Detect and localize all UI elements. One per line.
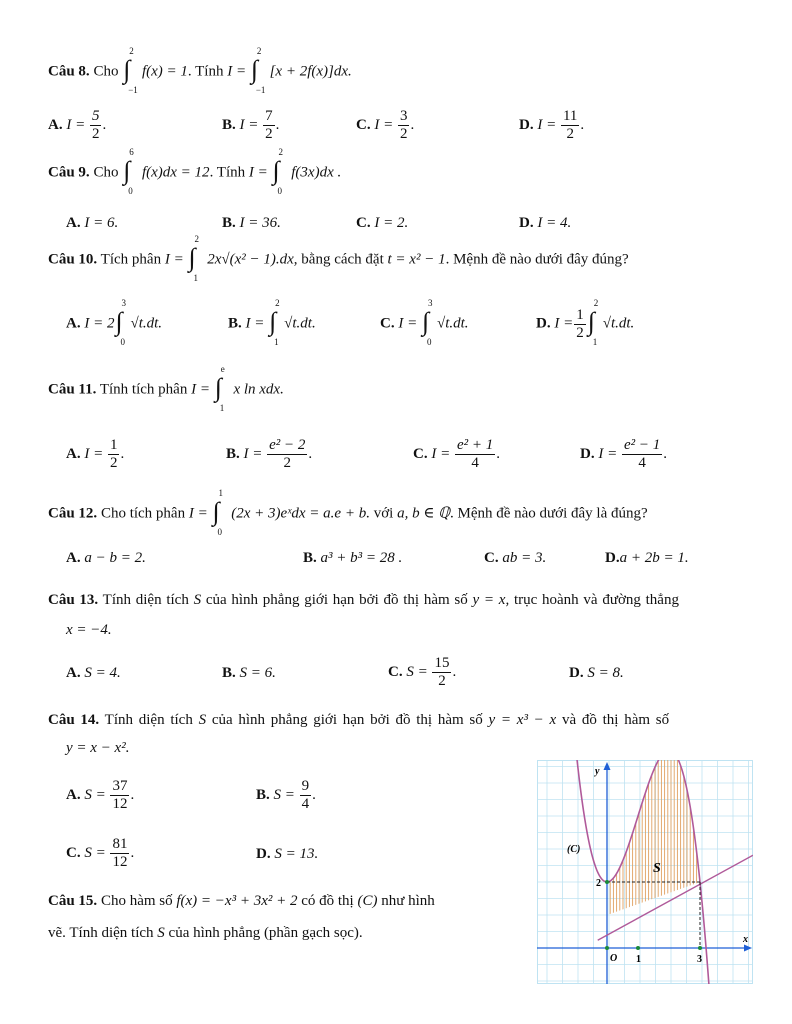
tick-label-y2: 2: [596, 878, 601, 889]
origin-label: O: [610, 953, 618, 964]
q9-integral-1: f(x)dx = 12: [141, 164, 210, 181]
curve-c: [575, 760, 710, 984]
region-label: S: [653, 861, 661, 876]
q11-integrand: x ln xdx.: [233, 381, 284, 398]
q13-option-c: C. S = $\frac{15}{2}$ .: [388, 655, 457, 689]
integral-sign: ∫ 2 −1: [123, 46, 138, 95]
origin-point: [605, 946, 609, 950]
q12-option-b: B. a³ + b³ = 28 .: [303, 550, 403, 566]
q9-option-c: C. I = 2.: [356, 215, 409, 231]
q11-option-c: C. I = $\frac{\text{e² + 1}}{4}$ .: [413, 437, 500, 471]
question-8: Câu 8. Cho ∫ 2 −1 f(x) = 1. Tính I = ∫ 2 −1 [x + 2f(x)]dx.: [48, 46, 352, 95]
q12-option-c: C. ab = 3.: [484, 550, 547, 566]
q11-option-a: A. I = $\frac{1}{2}$ .: [66, 437, 125, 471]
q9-option-b: B. I = 36.: [222, 215, 281, 231]
point-x3: [698, 946, 702, 950]
q10-label: Câu 10.: [48, 251, 98, 268]
straight-line: [598, 855, 753, 940]
y-axis-arrow-icon: [604, 762, 611, 770]
q14-option-b: B. S = $\frac{9}{4}$ .: [256, 778, 316, 812]
question-11: Câu 11. Tính tích phân I = ∫ e 1 x ln xdx.: [48, 364, 284, 413]
integral-sign: ∫ 2 0: [272, 147, 283, 196]
q8-option-a: A. I = $\frac{5}{2}$ .: [48, 108, 107, 142]
q10-option-c: C. I = ∫ 3 0 √t.dt.: [380, 298, 469, 347]
q14-label: Câu 14.: [48, 712, 100, 728]
q10-option-d: D. I = $\frac{1}{2}$ ∫ 2 1 √t.dt.: [536, 298, 635, 347]
tick-label-x3: 3: [697, 954, 702, 965]
q15-function: f(x) = −x³ + 3x² + 2: [176, 893, 298, 909]
integral-sign: ∫ e 1: [214, 364, 225, 413]
q13-option-a: A. S = 4.: [66, 665, 121, 681]
q13-option-d: D. S = 8.: [569, 665, 624, 681]
q15-line2: vẽ. Tính diện tích S của hình phẳng (phần gạch sọc).: [48, 925, 363, 941]
point-y2: [605, 880, 609, 884]
y-axis-label: y: [595, 766, 600, 777]
q8-text: Cho: [93, 63, 119, 80]
point-x1: [636, 946, 640, 950]
q9-option-d: D. I = 4.: [519, 215, 572, 231]
q8-integral-1: f(x) = 1: [141, 63, 188, 80]
question-12: Câu 12. Cho tích phân I = ∫ 1 0 (2x + 3)eˣdx = a.e + b. với a, b ∈ ℚ. Mệnh đề nào dưới đây là đúng?: [48, 488, 648, 537]
x-axis-arrow-icon: [744, 945, 752, 952]
q14-option-c: C. S = $\frac{81}{12}$ .: [66, 836, 135, 870]
question-9: Câu 9. Cho ∫ 6 0 f(x)dx = 12. Tính I = ∫ 2 0 f(3x)dx .: [48, 147, 342, 196]
integral-sign: ∫ 2 1: [188, 234, 199, 283]
q10-option-a: A. I = 2 ∫ 3 0 √t.dt.: [66, 298, 163, 347]
q10-integrand: 2x√(x² − 1).dx: [207, 251, 294, 268]
q14-line2: y = x − x².: [66, 740, 130, 756]
q12-option-d: D.a + 2b = 1.: [605, 550, 689, 566]
q8-option-d: D. I = $\frac{11}{2}$ .: [519, 108, 585, 142]
q8-integral-2: [x + 2f(x)]dx.: [269, 63, 352, 80]
q10-option-b: B. I = ∫ 2 1 √t.dt.: [228, 298, 316, 347]
q8-label: Câu 8.: [48, 63, 90, 80]
q12-vars: a, b ∈ ℚ: [397, 505, 450, 522]
q8-option-c: C. I = $\frac{3}{2}$ .: [356, 108, 415, 142]
q12-label: Câu 12.: [48, 505, 98, 522]
curve-label: (C): [567, 844, 581, 855]
q8-option-b: B. I = $\frac{7}{2}$ .: [222, 108, 280, 142]
q11-option-b: B. I = $\frac{\text{e² − 2}}{2}$ .: [226, 437, 313, 471]
q14-option-d: D. S = 13.: [256, 846, 319, 862]
q13-line2: x = −4.: [66, 622, 112, 638]
integral-sign: ∫ 2 −1: [250, 46, 266, 95]
q13-label: Câu 13.: [48, 592, 99, 608]
q9-option-a: A. I = 6.: [66, 215, 119, 231]
q12-integrand: (2x + 3)eˣdx = a.e + b.: [231, 505, 370, 522]
function-graph: [537, 760, 753, 984]
q9-label: Câu 9.: [48, 164, 90, 181]
q11-option-d: D. I = $\frac{\text{e² − 1}}{4}$ .: [580, 437, 667, 471]
q14-option-a: A. S = $\frac{37}{12}$ .: [66, 778, 135, 812]
tick-label-x1: 1: [636, 954, 641, 965]
question-14: Câu 14. Tính diện tích S của hình phẳng giới hạn bởi đồ thị hàm số y = x³ − x và đồ thị hàm số: [48, 712, 670, 728]
question-15: Câu 15. Cho hàm số f(x) = −x³ + 3x² + 2 có đồ thị (C) như hình: [48, 893, 435, 909]
q13-option-b: B. S = 6.: [222, 665, 276, 681]
q12-option-a: A. a − b = 2.: [66, 550, 146, 566]
q15-label: Câu 15.: [48, 893, 98, 909]
question-10: Câu 10. Tích phân I = ∫ 2 1 2x√(x² − 1).dx, bằng cách đặt t = x² − 1. Mệnh đề nào dưới đây đúng?: [48, 234, 629, 283]
integral-sign: ∫ 1 0: [212, 488, 223, 537]
q9-integral-2: f(3x)dx .: [291, 164, 342, 181]
x-axis-label: x: [743, 934, 748, 945]
q10-substitution: t = x² − 1: [387, 251, 446, 268]
integral-sign: ∫ 6 0: [123, 147, 134, 196]
q11-label: Câu 11.: [48, 381, 97, 398]
question-13: Câu 13. Tính diện tích S của hình phẳng giới hạn bởi đồ thị hàm số y = x, trục hoành và đường thẳng: [48, 592, 679, 608]
